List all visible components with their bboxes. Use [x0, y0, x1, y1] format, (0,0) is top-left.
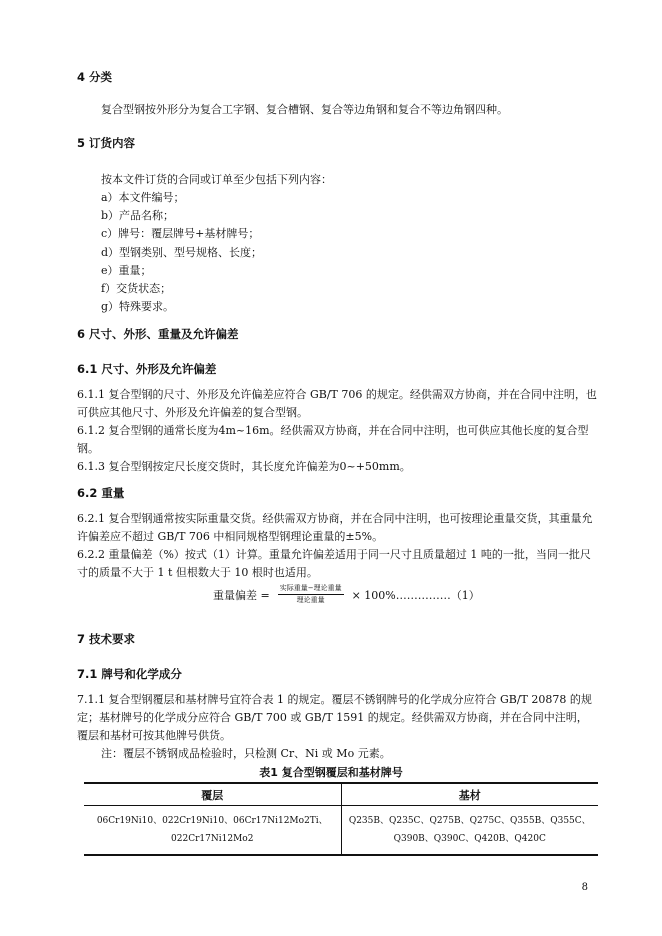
- list-item: c）牌号：覆层牌号+基材牌号；: [101, 227, 260, 241]
- table-row: [84, 806, 598, 856]
- section-5-intro: 按本文件订货的合同或订单至少包括下列内容：: [101, 173, 332, 186]
- list-item: b）产品名称；: [101, 209, 175, 223]
- section-6-1-heading: 6.1 尺寸、外形及允许偏差: [77, 362, 217, 376]
- list-item: a）本文件编号；: [101, 191, 185, 204]
- formula-lhs: 重量偏差 =: [213, 588, 270, 602]
- column-header-base: 基材: [341, 783, 598, 806]
- table-caption: 表1 复合型钢覆层和基材牌号: [259, 766, 403, 779]
- weight-deviation-formula: [213, 584, 480, 605]
- section-7-heading: 7 技术要求: [77, 632, 136, 646]
- column-header-cladding: 覆层: [84, 783, 341, 806]
- table-cell-base: Q235B、Q235C、Q275B、Q275C、Q355B、Q355C、Q390B、Q390C、Q420B、Q420C: [341, 806, 598, 856]
- formula-fraction: [278, 584, 344, 605]
- clause-6-1-3: 6.1.3 复合型钢按定尺长度交货时，其长度允许偏差为0~+50mm。: [77, 460, 411, 473]
- page-number: 8: [581, 882, 588, 893]
- list-item: g）特殊要求。: [101, 300, 175, 314]
- section-6-2-heading: 6.2 重量: [77, 486, 125, 500]
- table-cell-cladding: 06Cr19Ni10、022Cr19Ni10、06Cr17Ni12Mo2Ti、022Cr17Ni12Mo2: [84, 806, 341, 856]
- formula-numerator: 实际重量−理论重量: [278, 584, 344, 595]
- clause-6-1-1: 6.1.1 复合型钢的尺寸、外形及允许偏差应符合 GB/T 706 的规定。经供需双方协商，并在合同中注明，也可供应其他尺寸、外形及允许偏差的复合型钢。: [77, 388, 597, 419]
- section-5-heading: 5 订货内容: [77, 136, 136, 150]
- list-item: e）重量；: [101, 263, 152, 277]
- section-7-1-heading: 7.1 牌号和化学成分: [77, 667, 182, 681]
- formula-rhs: × 100%……………（1）: [351, 588, 480, 602]
- list-item: f）交货状态；: [101, 282, 172, 296]
- clause-6-2-1: 6.2.1 复合型钢通常按实际重量交货。经供需双方协商，并在合同中注明，也可按理论重量交货，其重量允许偏差应不超过 GB/T 706 中相同规格型钢理论重量的±5%。: [77, 512, 593, 543]
- grade-table: [84, 782, 598, 856]
- section-4-heading: 4 分类: [77, 70, 113, 84]
- formula-denominator: 理论重量: [296, 596, 325, 604]
- clause-7-1-1: 7.1.1 复合型钢覆层和基材牌号宜符合表 1 的规定。覆层不锈钢牌号的化学成分应符合 GB/T 20878 的规定；基材牌号的化学成分应符合 GB/T 700 或 GB/T 1591 的规定。经供需双方协商，并在合同中注明，覆层和基材可按其他牌号供货。: [77, 693, 592, 742]
- clause-6-2-2: 6.2.2 重量偏差（%）按式（1）计算。重量允许偏差适用于同一尺寸且质量超过 1 吨的一批，当同一批尺寸的质量不大于 1 t 但根数大于 10 根时也适用。: [77, 548, 591, 579]
- list-item: d）型钢类别、型号规格、长度；: [101, 245, 263, 259]
- section-4-text: 复合型钢按外形分为复合工字钢、复合槽钢、复合等边角钢和复合不等边角钢四种。: [101, 103, 508, 116]
- note: 注：覆层不锈钢成品检验时，只检测 Cr、Ni 或 Mo 元素。: [101, 747, 391, 760]
- clause-6-1-2: 6.1.2 复合型钢的通常长度为4m~16m。经供需双方协商，并在合同中注明，也可供应其他长度的复合型钢。: [77, 424, 589, 455]
- section-6-heading: 6 尺寸、外形、重量及允许偏差: [77, 327, 239, 341]
- order-items-list: [101, 189, 262, 316]
